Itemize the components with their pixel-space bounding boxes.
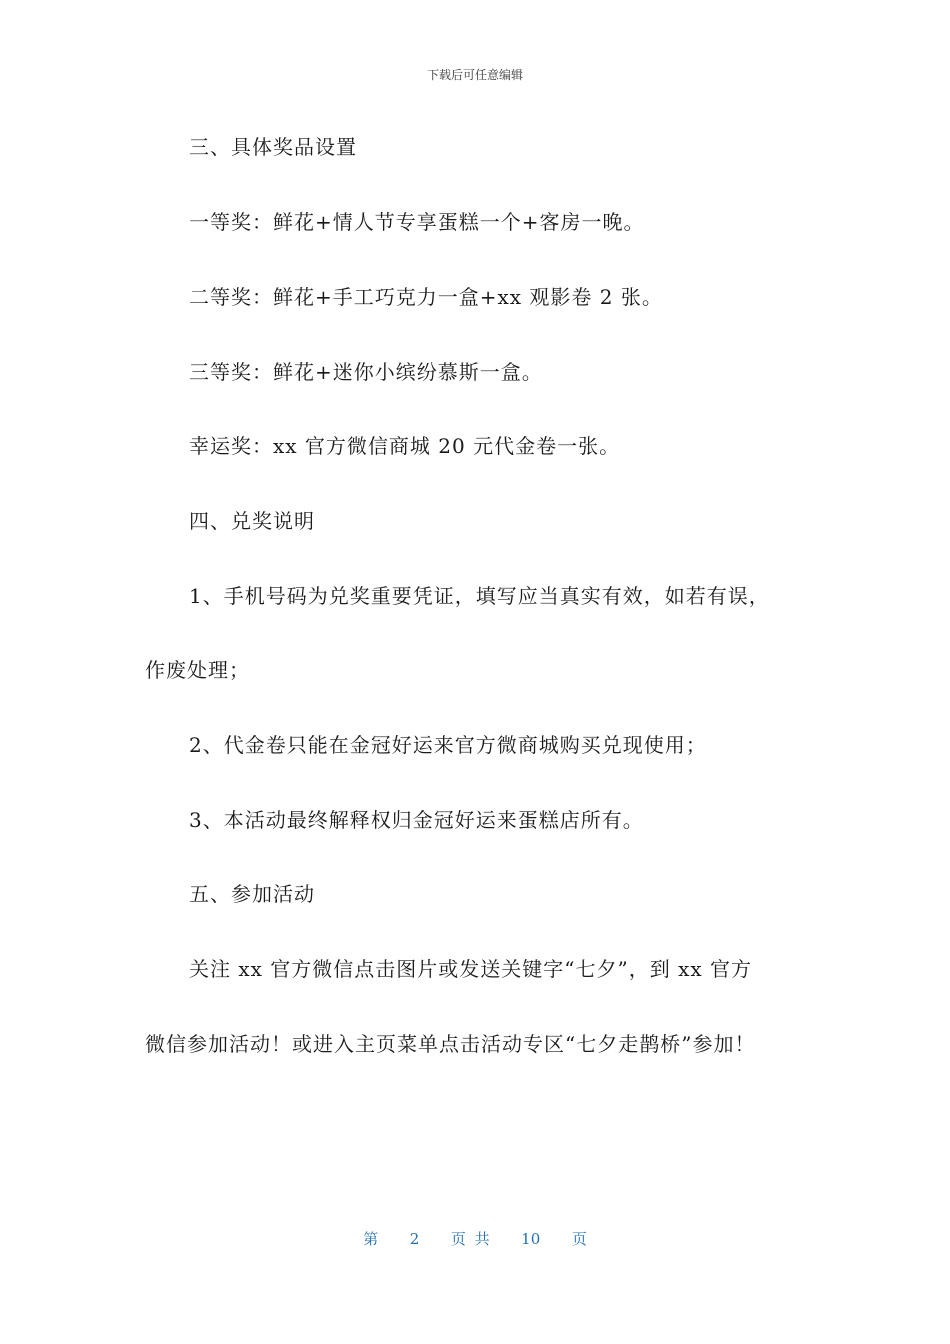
section-heading-participate: 五、参加活动 — [189, 882, 315, 906]
footer-suffix: 页 — [571, 1230, 587, 1248]
footer-total-pages: 10 — [521, 1230, 541, 1248]
rule-1-line-1: 1、手机号码为兑奖重要凭证，填写应当真实有效，如若有误， — [189, 584, 770, 608]
page-footer — [0, 1228, 950, 1249]
prize-first: 一等奖：鲜花+情人节专享蛋糕一个+客房一晚。 — [189, 210, 645, 234]
prize-second: 二等奖：鲜花+手工巧克力一盒+xx 观影卷 2 张。 — [189, 285, 663, 309]
rule-1-line-2: 作废处理； — [145, 658, 250, 682]
prize-third: 三等奖：鲜花+迷你小缤纷慕斯一盒。 — [189, 360, 543, 384]
section-heading-prizes: 三、具体奖品设置 — [189, 135, 357, 159]
participate-line-2: 微信参加活动！或进入主页菜单点击活动专区“七夕走鹊桥”参加！ — [145, 1032, 756, 1056]
prize-lucky: 幸运奖：xx 官方微信商城 20 元代金卷一张。 — [189, 434, 621, 458]
footer-middle: 页 共 — [450, 1230, 490, 1248]
header-text: 下载后可任意编辑 — [426, 68, 523, 82]
footer-prefix: 第 — [363, 1230, 379, 1248]
participate-line-1: 关注 xx 官方微信点击图片或发送关键字“七夕”，到 xx 官方 — [189, 957, 752, 981]
rule-2: 2、代金卷只能在金冠好运来官方微商城购买兑现使用； — [189, 733, 707, 757]
rule-3: 3、本活动最终解释权归金冠好运来蛋糕店所有。 — [189, 808, 644, 832]
section-heading-redemption: 四、兑奖说明 — [189, 509, 315, 533]
footer-current-page: 2 — [409, 1230, 420, 1248]
